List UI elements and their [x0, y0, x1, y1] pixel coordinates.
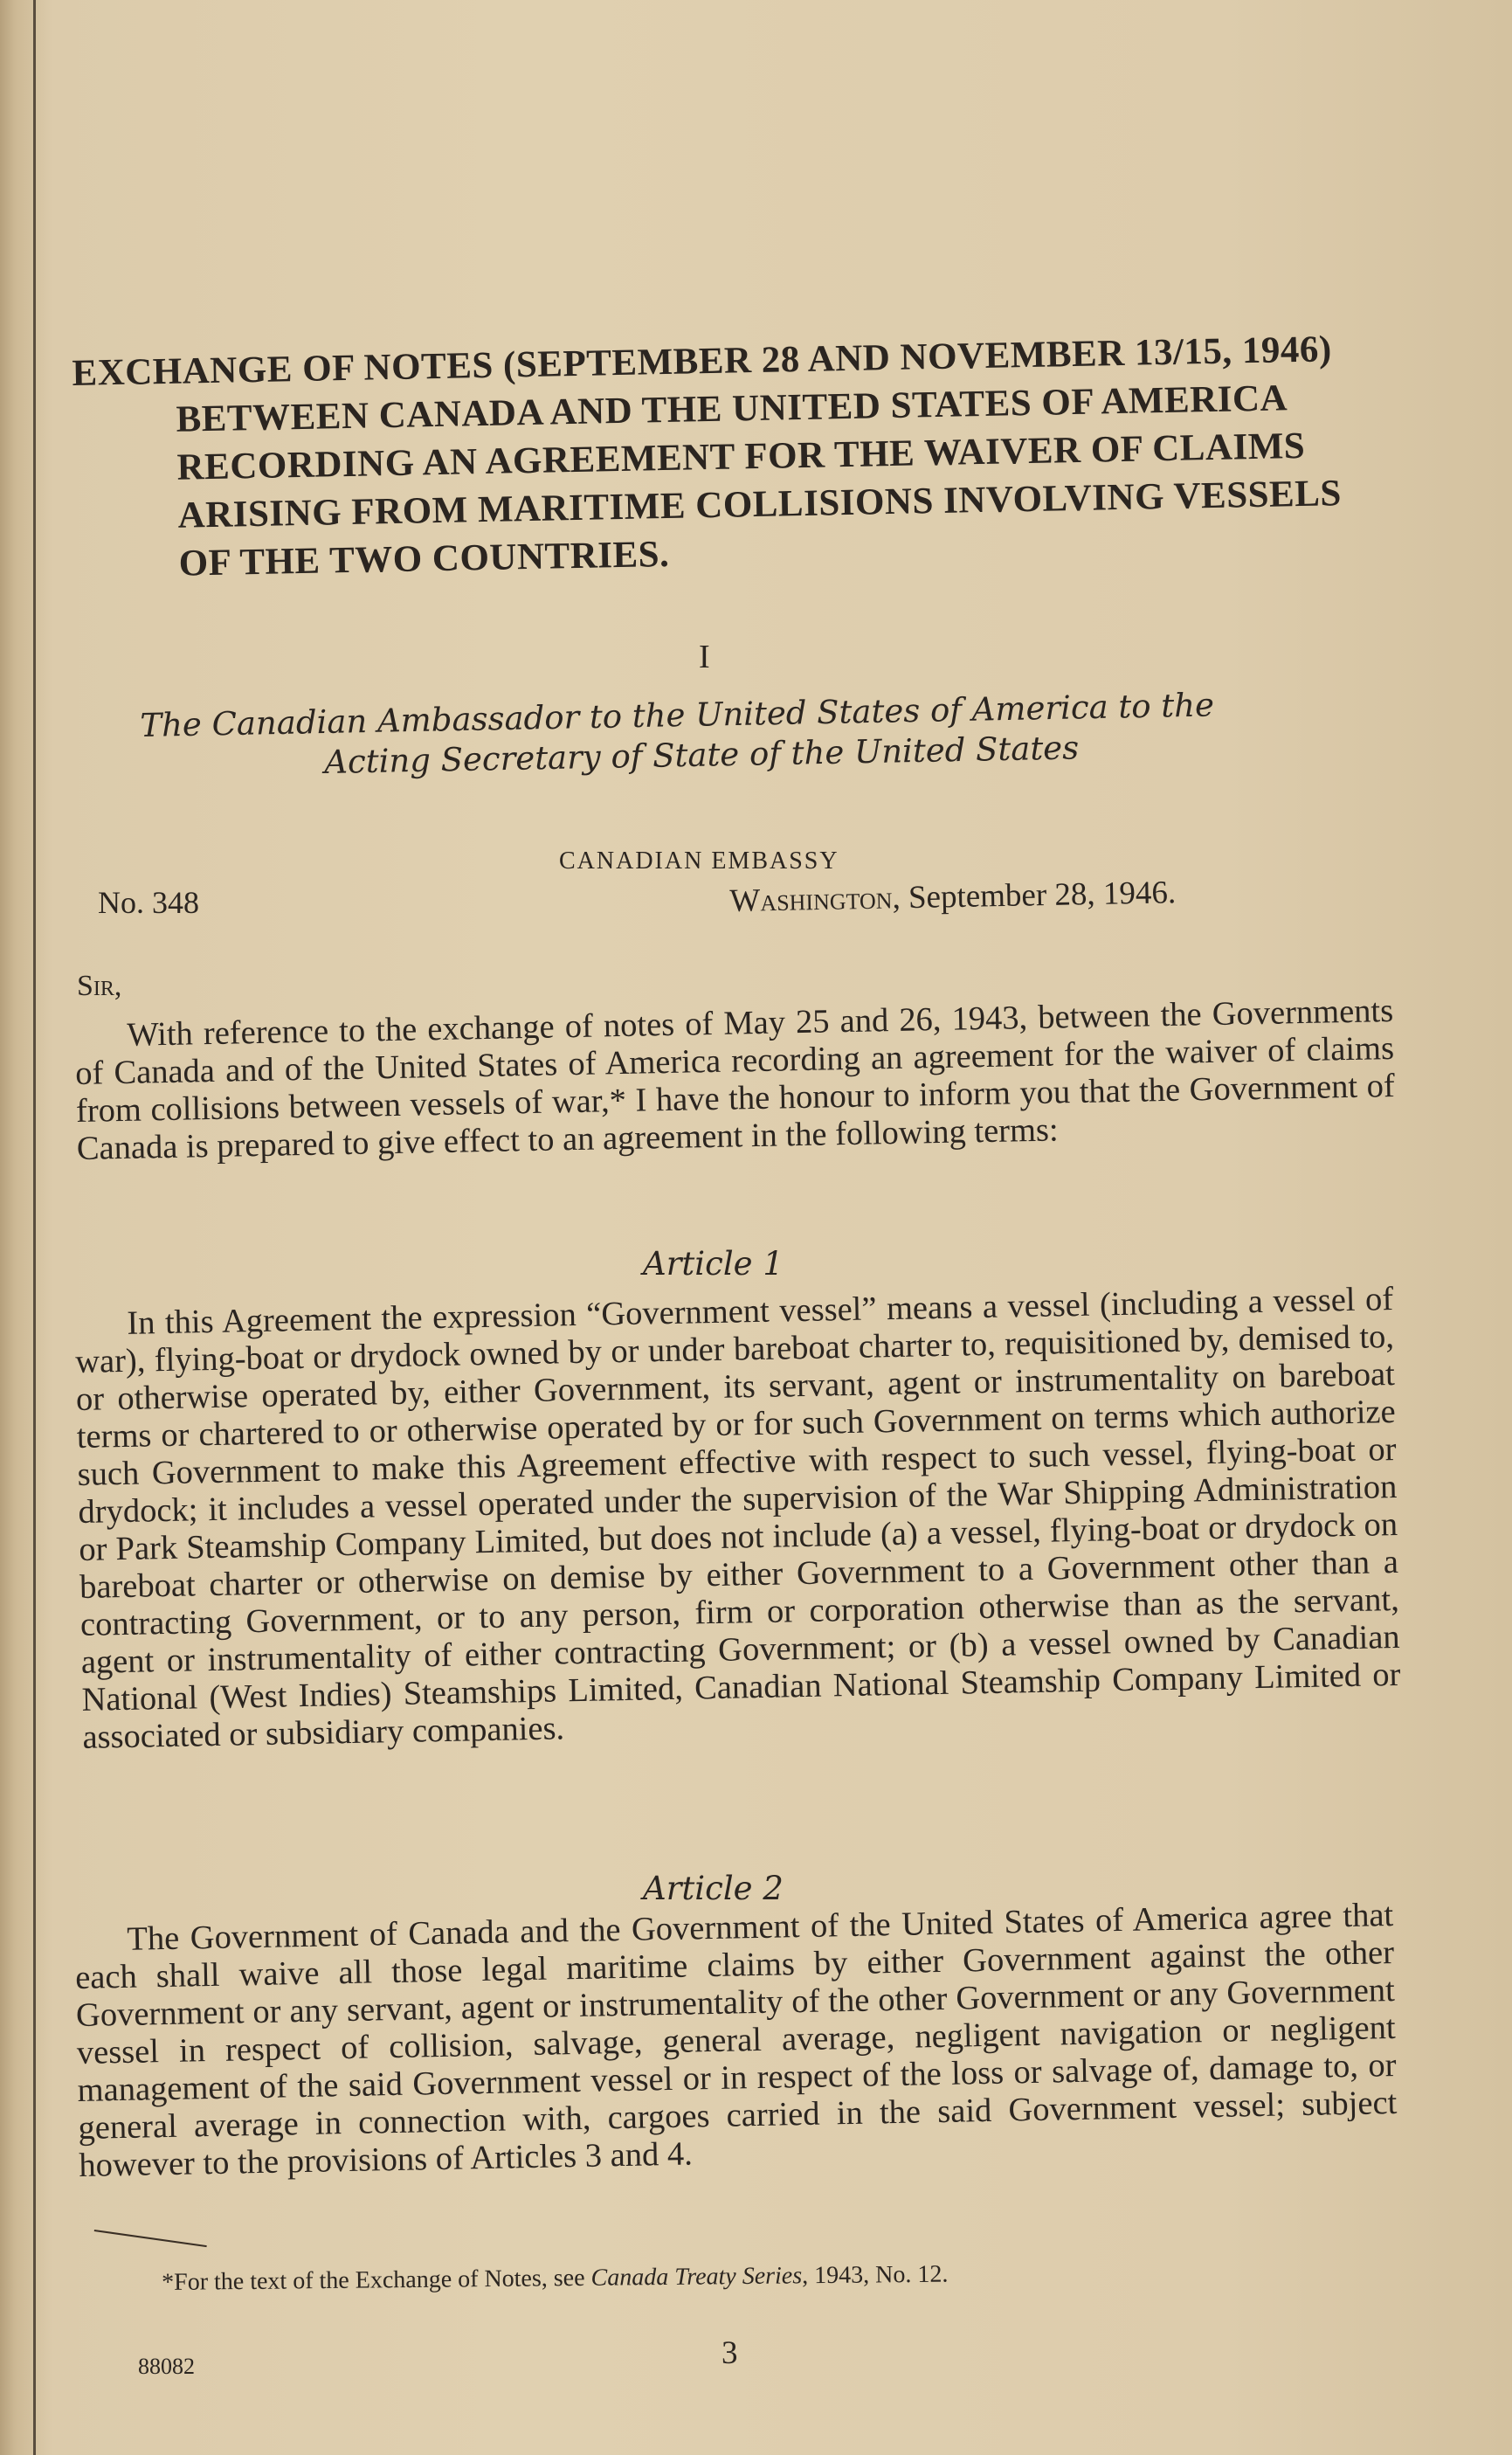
intro-paragraph-text: With reference to the exchange of notes of May 25 and 26, 1943, between the Governments of Canada and of the United States of America recording an agreement for the waiver of claims from collisions between vessels of war,* I have the honour to inform you that the Government of Canada is prepared to give effect to an agreement in the following terms:: [74, 992, 1396, 1167]
note-heading-line-1: The Canadian Ambassador to the United States of America to the: [140, 686, 1215, 744]
article-2-text: The Government of Canada and the Government of the United States of America agree that each shall waive all those legal maritime claims by either Government against the other Government or any servant, agent or instrumentality of the other Government or any Government vessel in respect of collision, salvage, general average, negligent navigation or negligent management of the said Government vessel or in respect of the loss or salvage of, damage to, or general average in connection with, cargoes carried in the said Government vessel; subject however to the provisions of Articles 3 and 4.: [74, 1897, 1398, 2184]
date: , September 28, 1946.: [892, 875, 1177, 916]
page-number: 3: [721, 2335, 738, 2371]
title-line-2: BETWEEN CANADA AND THE UNITED STATES OF AMERICA: [176, 377, 1288, 440]
title-line-3: RECORDING AN AGREEMENT FOR THE WAIVER OF CLAIMS: [176, 425, 1306, 488]
footnote-suffix: , 1943, No. 12.: [802, 2260, 949, 2290]
note-heading-line-2: Acting Secretary of State of the United States: [323, 729, 1080, 781]
title-line-5: OF THE TWO COUNTRIES.: [178, 533, 670, 584]
footnote-prefix: *For the text of the Exchange of Notes, see: [162, 2264, 591, 2296]
article-1-text: In this Agreement the expression “Government vessel” means a vessel (including a vessel of war), flying-boat or drydock owned by or under bareboat charter to, requisitioned by, demised to, or otherwise operated by, either Government, its servant, agent or instrumentality on bareboat terms or chartered to or otherwise operated by or for such Government on terms which authorize such Government to make this Agreement effective with respect to such vessel, flying-boat or drydock; it includes a vessel operated under the supervision of the War Shipping Administration or Park Steamship Company Limited, but does not include (a) a vessel, flying-boat or drydock on bareboat charter or otherwise on demise by either Government to a Government other than a contracting Government, or to any person, firm or corporation otherwise than as the servant, agent or instrumentality of either contracting Government; or (b) a vessel owned by Canadian National (West Indies) Steamships Limited, Canadian National Steamship Company Limited or associated or subsidiary companies.: [74, 1281, 1401, 1756]
salutation: Sir,: [77, 970, 122, 1002]
article-1-heading: Article 1: [643, 1245, 784, 1283]
binding-edge: [33, 0, 36, 2455]
footnote-rule: [94, 2230, 207, 2247]
print-code: 88082: [138, 2354, 195, 2379]
article-1-body: [74, 1281, 1402, 1757]
article-2-body: [74, 1897, 1398, 2185]
document-title: [72, 324, 1386, 590]
title-line-1: EXCHANGE OF NOTES (SEPTEMBER 28 AND NOVEMBER 13/15, 1946): [72, 328, 1333, 394]
embassy-label: CANADIAN EMBASSY: [559, 847, 839, 875]
footnote: [162, 2257, 1297, 2297]
section-numeral: I: [699, 639, 710, 675]
place: Washington: [729, 880, 893, 919]
article-2-heading: Article 2: [643, 1870, 784, 1907]
reference-number: No. 348: [98, 885, 199, 920]
bleed-through-text: [988, 131, 1407, 1092]
footnote-series: Canada Treaty Series: [590, 2262, 803, 2292]
title-line-4: ARISING FROM MARITIME COLLISIONS INVOLVING VESSELS: [177, 473, 1343, 536]
intro-paragraph: [74, 992, 1396, 1168]
